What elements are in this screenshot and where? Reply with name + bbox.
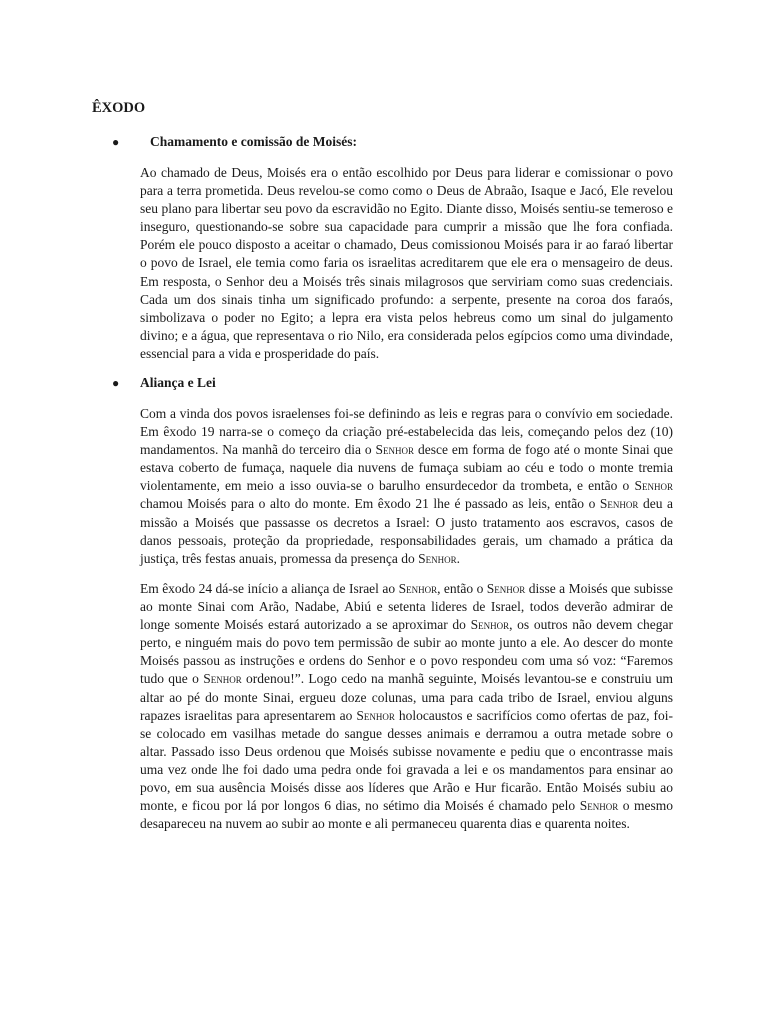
small-caps-term: Senhor bbox=[470, 617, 510, 633]
small-caps-term: Senhor bbox=[375, 442, 415, 458]
bullet-icon: ● bbox=[112, 376, 120, 390]
small-caps-term: Senhor bbox=[599, 496, 639, 512]
small-caps-term: Senhor bbox=[486, 581, 526, 596]
small-caps-term: Senhor bbox=[418, 550, 457, 566]
paragraph-alianca-exodo-24: Em êxodo 24 dá-se início a aliança de Israel ao Senhor, então o Senhor disse a Moisés que subisse ao monte Sinai com Arão, Nadabe, Abiú e setenta lideres de Israel, todos deverão admirar de longe somente Moisés estará autorizado a se aproximar do Senhor, os outros não devem chegar perto, e ninguém mais do povo tem permissão de subir ao monte junto a ele. Ao descer do monte Moisés passou as instruções e ordens do Senhor e o povo respondeu com uma só voz: “Faremos tudo que o Senhor ordenou!”. Logo cedo na manhã seguinte, Moisés levantou-se e construiu um altar ao pé do monte Sinai, ergueu doze colunas, uma para cada tribo de Israel, enviou alguns rapazes israelitas para apresentarem ao Senhor holocaustos e sacrifícios como ofertas de paz, foi-se colocado em vasilhas metade do sangue desses animais e derramou a outra metade sobre o altar. Passado isso Deus ordenou que Moisés subisse novamente e pediu que o encontrasse mais uma vez onde lhe foi dado uma pedra onde foi gravada a lei e os mandamentos para ensinar ao povo, em sua ausência Moisés disse aos líderes que Arão e Hur ficarão. Então Moisés subiu ao monte, e ficou por lá por longos 6 dias, no sétimo dia Moisés é chamado pelo Senhor o mesmo desapareceu na nuvem ao subir ao monte e ali permaneceu quarenta dias e quarenta noites. bbox=[140, 581, 674, 832]
paragraph-alianca-leis: Com a vinda dos povos israelenses foi-se definindo as leis e regras para o convívio em sociedade. Em êxodo 19 narra-se o começo da criação pré-estabelecida das leis, começando pelos dez (10) mandamentos. Na manhã do terceiro dia o Senhor desce em forma de fogo até o monte Sinai que estava coberto de fumaça, naquele dia nuvens de fumaça subiam ao céu e todo o monte tremia violentamente, em meio a isso ouvia-se o barulho ensurdecedor da trombeta, e então o Senhor chamou Moisés para o alto do monte. Em êxodo 21 lhe é passado as leis, então o Senhor deu a missão a Moisés que passasse os decretos a Israel: O justo tratamento aos escravos, casos de danos pessoais, proteção da propriedade, responsabilidades gerais, um chamado a prática da justiça, três festas anuais, promessa da presença do Senhor. bbox=[140, 406, 674, 566]
small-caps-term: Senhor bbox=[634, 478, 673, 494]
small-caps-term: Senhor bbox=[356, 707, 395, 723]
section-heading-alianca bbox=[112, 375, 216, 391]
small-caps-term: Senhor bbox=[398, 581, 438, 596]
paragraph-chamamento: Ao chamado de Deus, Moisés era o então escolhido por Deus para liderar e comissionar o povo para a terra prometida. Deus revelou-se como como o Deus de Abraão, Isaque e Jacó, Ele revelou seu plano para libertar seu povo da escravidão no Egito. Diante disso, Moisés sentiu-se temeroso e inseguro, questionando-se sobre sua capacidade para cumprir a missão que lhe fora confiada. Porém ele pouco disposto a aceitar o chamado, Deus comissionou Moisés para ir ao faraó libertar o povo de Israel, ele temia como faria os israelitas acreditarem que ele era o mensageiro de deus. Em resposta, o Senhor deu a Moisés três sinais milagrosos que serviriam como suas credenciais. Cada um dos sinais tinha um significado profundo: a serpente, presente na coroa dos faraós, simbolizava o poder no Egito; a lepra era vista pelos hebreus como um sinal do julgamento divino; e a água, que representava o rio Nilo, era considerada pelos egípcios como uma divindade, essencial para a vida e prosperidade do país. bbox=[140, 165, 673, 361]
bullet-icon: ● bbox=[112, 135, 120, 149]
section-heading-label: Aliança e Lei bbox=[140, 375, 216, 390]
document-title: ÊXODO bbox=[92, 100, 146, 116]
section-heading-chamamento bbox=[112, 134, 357, 150]
small-caps-term: Senhor bbox=[203, 671, 242, 687]
small-caps-term: Senhor bbox=[579, 798, 619, 814]
section-heading-label: Chamamento e comissão de Moisés: bbox=[150, 134, 357, 149]
